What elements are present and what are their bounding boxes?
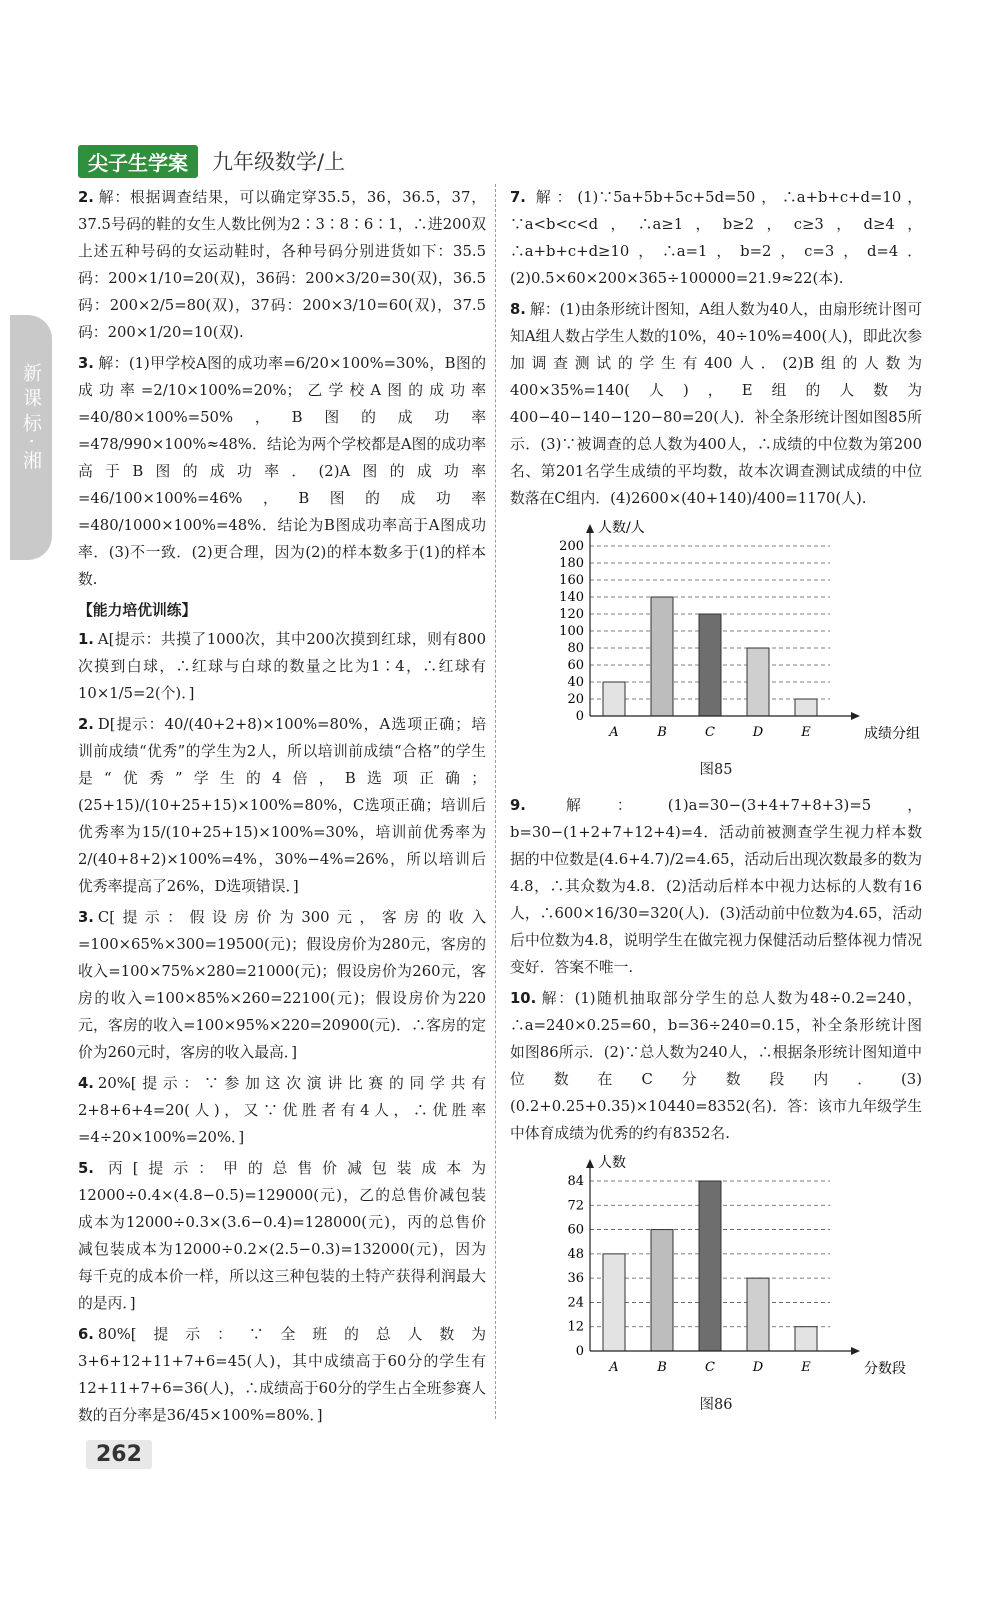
answer-text: 20%[提示：∵参加这次演讲比赛的同学共有2+8+6+4=20(人)，又∵优胜者有4人，∴优胜率=4÷20×100%=20%．] <box>78 1075 486 1146</box>
bar-E <box>795 1327 817 1351</box>
answer-number: 2. <box>78 189 94 206</box>
answer-item <box>78 711 486 900</box>
y-axis-label: 人数 <box>598 1155 626 1171</box>
y-tick-label: 48 <box>567 1246 584 1262</box>
bar-D <box>747 1278 769 1351</box>
bar-C <box>699 614 721 716</box>
x-tick-label: A <box>609 1360 619 1375</box>
right-answers <box>510 184 922 512</box>
bar-A <box>603 682 625 716</box>
answer-item <box>78 184 486 346</box>
answer-number: 2. <box>78 716 94 733</box>
figure-85 <box>510 516 922 784</box>
x-axis-label: 成绩分组 <box>864 726 920 742</box>
x-tick-label: A <box>609 725 619 740</box>
y-tick-label: 20 <box>567 692 584 707</box>
x-tick-label: B <box>657 725 667 740</box>
y-tick-label: 0 <box>575 1344 584 1359</box>
bar-C <box>699 1181 721 1351</box>
answer-text: 解：(1)由条形统计图知，A组人数为40人，由扇形统计图可知A组人数占学生人数的10%，40÷10%=400(人)，即此次参加调查测试的学生有400人．(2)B组的人数为400×35%=140(人)，E组的人数为400−40−140−120−80=20(人)．补全条形统计图如图85所示．(3)∵被调查的总人数为400人，∴成绩的中位数为第200名、第201名学生成绩的平均数，故本次调查测试成绩的中位数落在C组内．(4)2600×(40+140)/400=1170(人). <box>510 301 922 507</box>
y-tick-label: 100 <box>559 624 584 639</box>
x-axis-label: 分数段 <box>864 1361 906 1377</box>
answer-text: 丙[提示：甲的总售价减包装成本为12000÷0.4×(4.8−0.5)=129000(元)，乙的总售价减包装成本为12000÷0.3×(3.6−0.4)=128000(元)，丙的总售价减包装成本为12000÷0.2×(2.5−0.3)=132000(元)，因为每千克的成本价一样，所以这三种包装的土特产获得利润最大的是丙．] <box>78 1160 486 1312</box>
page-header <box>78 146 345 176</box>
side-tab-label: 新课标·湘 <box>20 363 42 476</box>
right-column <box>510 184 922 1427</box>
answer-item <box>510 184 922 292</box>
x-axis-arrow <box>851 712 860 720</box>
y-tick-label: 12 <box>567 1319 584 1335</box>
answer-number: 5. <box>78 1160 94 1177</box>
left-answers <box>78 184 486 593</box>
answer-text: A[提示：共摸了1000次，其中200次摸到红球，则有800次摸到白球，∴红球与白球的数量之比为1∶4，∴红球有10×1/5=2(个)．] <box>78 631 486 702</box>
bar-B <box>651 1230 673 1351</box>
left-answers-2 <box>78 626 486 1429</box>
x-tick-label: D <box>752 725 764 740</box>
answer-number: 7. <box>510 189 526 206</box>
answer-item <box>78 1321 486 1429</box>
y-tick-label: 160 <box>559 573 584 588</box>
answer-text: 解：(1)甲学校A图的成功率=6/20×100%=30%，B图的成功率=2/10×100%=20%；乙学校A图的成功率=40/80×100%=50%，B图的成功率=478/990×100%≈48%．结论为两个学校都是A图的成功率高于B图的成功率．(2)A图的成功率=46/100×100%=46%，B图的成功率=480/1000×100%=48%．结论为B图成功率高于A图成功率．(3)不一致．(2)更合理，因为(2)的样本数多于(1)的样本数. <box>78 355 486 588</box>
bar-chart-86 <box>510 1151 920 1381</box>
y-tick-label: 200 <box>559 539 584 554</box>
x-tick-label: E <box>801 1360 811 1375</box>
answer-number: 3. <box>78 909 94 926</box>
bar-E <box>795 699 817 716</box>
y-tick-label: 120 <box>559 607 584 622</box>
book-title-badge: 尖子生学案 <box>78 145 198 178</box>
answer-number: 6. <box>78 1326 94 1343</box>
answer-text: C[提示：假设房价为300元，客房的收入=100×65%×300=19500(元)；假设房价为280元，客房的收入=100×75%×280=21000(元)；假设房价为260元，客房的收入=100×85%×260=22100(元)；假设房价为220元，客房的收入=100×95%×220=20900(元)．∴客房的定价为260元时，客房的收入最高．] <box>78 909 486 1061</box>
bar-A <box>603 1254 625 1351</box>
x-tick-label: C <box>705 725 715 740</box>
y-tick-label: 72 <box>567 1198 584 1214</box>
answer-item <box>510 985 922 1147</box>
right-answers-2 <box>510 792 922 1147</box>
answer-text: 解：(1)随机抽取部分学生的总人数为48÷0.2=240，∴a=240×0.25=60，b=36÷240=0.15，补全条形统计图如图86所示．(2)∵总人数为240人，∴根据条形统计图知道中位数在C分数段内．(3)(0.2+0.25+0.35)×10440=8352(名)．答：该市九年级学生中体育成绩为优秀的约有8352名. <box>510 990 922 1142</box>
answer-item <box>510 296 922 512</box>
x-tick-label: C <box>705 1360 715 1375</box>
left-column <box>78 184 486 1433</box>
y-tick-label: 140 <box>559 590 584 605</box>
y-tick-label: 24 <box>567 1295 584 1311</box>
answer-text: 解：根据调查结果，可以确定穿35.5，36，36.5，37，37.5号码的鞋的女生人数比例为2∶3∶8∶6∶1，∴进200双上述五种号码的女运动鞋时，各种号码分别进货如下：35.5码：200×1/10=20(双)，36码：200×3/20=30(双)，36.5码：200×2/5=80(双)，37码：200×3/10=60(双)，37.5码：200×1/20=10(双). <box>78 189 486 341</box>
answer-text: 解：(1)∵5a+5b+5c+5d=50，∴a+b+c+d=10，∵a<b<c<d，∴a≥1，b≥2，c≥3，d≥4，∴a+b+c+d≥10，∴a=1，b=2，c=3，d=4．(2)0.5×60×200×365÷100000=21.9≈22(本). <box>510 189 922 287</box>
answer-number: 4. <box>78 1075 94 1092</box>
y-tick-label: 60 <box>567 1222 584 1238</box>
y-axis-label: 人数/人 <box>598 520 645 536</box>
answer-item <box>78 626 486 707</box>
answer-text: 解：(1)a=30−(3+4+7+8+3)=5，b=30−(1+2+7+12+4)=4．活动前被测查学生视力样本数据的中位数是(4.6+4.7)/2=4.65，活动后出现次数最多的数为4.8，∴其众数为4.8．(2)活动后样本中视力达标的人数有16人，∴600×16/30=320(人)．(3)活动前中位数为4.65，活动后中位数为4.8，说明学生在做完视力保健活动后整体视力情况变好．答案不唯一. <box>510 797 922 976</box>
answer-item <box>78 904 486 1066</box>
answer-item <box>78 1155 486 1317</box>
book-subtitle: 九年级数学/上 <box>212 150 346 174</box>
bar-D <box>747 648 769 716</box>
answer-text: D[提示：40/(40+2+8)×100%=80%，A选项正确；培训前成绩“优秀”的学生为2人，所以培训前成绩“合格”的学生是“优秀”学生的4倍，B选项正确；(25+15)/(10+25+15)×100%=80%，C选项正确；培训后优秀率为15/(10+25+15)×100%=30%，培训前优秀率为2/(40+8+2)×100%=4%，30%−4%=26%，所以培训后优秀率提高了26%，D选项错误．] <box>78 716 486 895</box>
answer-number: 8. <box>510 301 526 318</box>
answer-number: 9. <box>510 797 526 814</box>
answer-item <box>78 350 486 593</box>
bar-chart-85 <box>510 516 920 746</box>
y-tick-label: 180 <box>559 556 584 571</box>
x-tick-label: D <box>752 1360 764 1375</box>
x-tick-label: E <box>801 725 811 740</box>
figure-caption: 图85 <box>699 762 733 778</box>
answer-number: 10. <box>510 990 537 1007</box>
x-tick-label: B <box>657 1360 667 1375</box>
answer-number: 1. <box>78 631 94 648</box>
figure-caption: 图86 <box>699 1397 733 1413</box>
y-tick-label: 80 <box>567 641 584 656</box>
y-axis-arrow <box>586 524 594 533</box>
answer-item <box>510 792 922 981</box>
answer-number: 3. <box>78 355 94 372</box>
page-number: 262 <box>86 1440 152 1469</box>
column-divider <box>495 184 496 1419</box>
y-tick-label: 84 <box>567 1174 584 1189</box>
y-tick-label: 40 <box>567 675 584 690</box>
y-tick-label: 60 <box>567 658 584 673</box>
side-tab <box>10 315 52 560</box>
y-axis-arrow <box>586 1159 594 1168</box>
answer-item <box>78 1070 486 1151</box>
y-tick-label: 0 <box>575 709 584 724</box>
bar-B <box>651 597 673 716</box>
answer-text: 80%[提示：∵全班的总人数为3+6+12+11+7+6=45(人)，其中成绩高于60分的学生有12+11+7+6=36(人)，∴成绩高于60分的学生占全班参赛人数的百分率是36/45×100%=80%．] <box>78 1326 486 1424</box>
figure-86 <box>510 1151 922 1419</box>
y-tick-label: 36 <box>567 1271 584 1287</box>
x-axis-arrow <box>851 1347 860 1355</box>
section-title: 【能力培优训练】 <box>78 602 197 619</box>
